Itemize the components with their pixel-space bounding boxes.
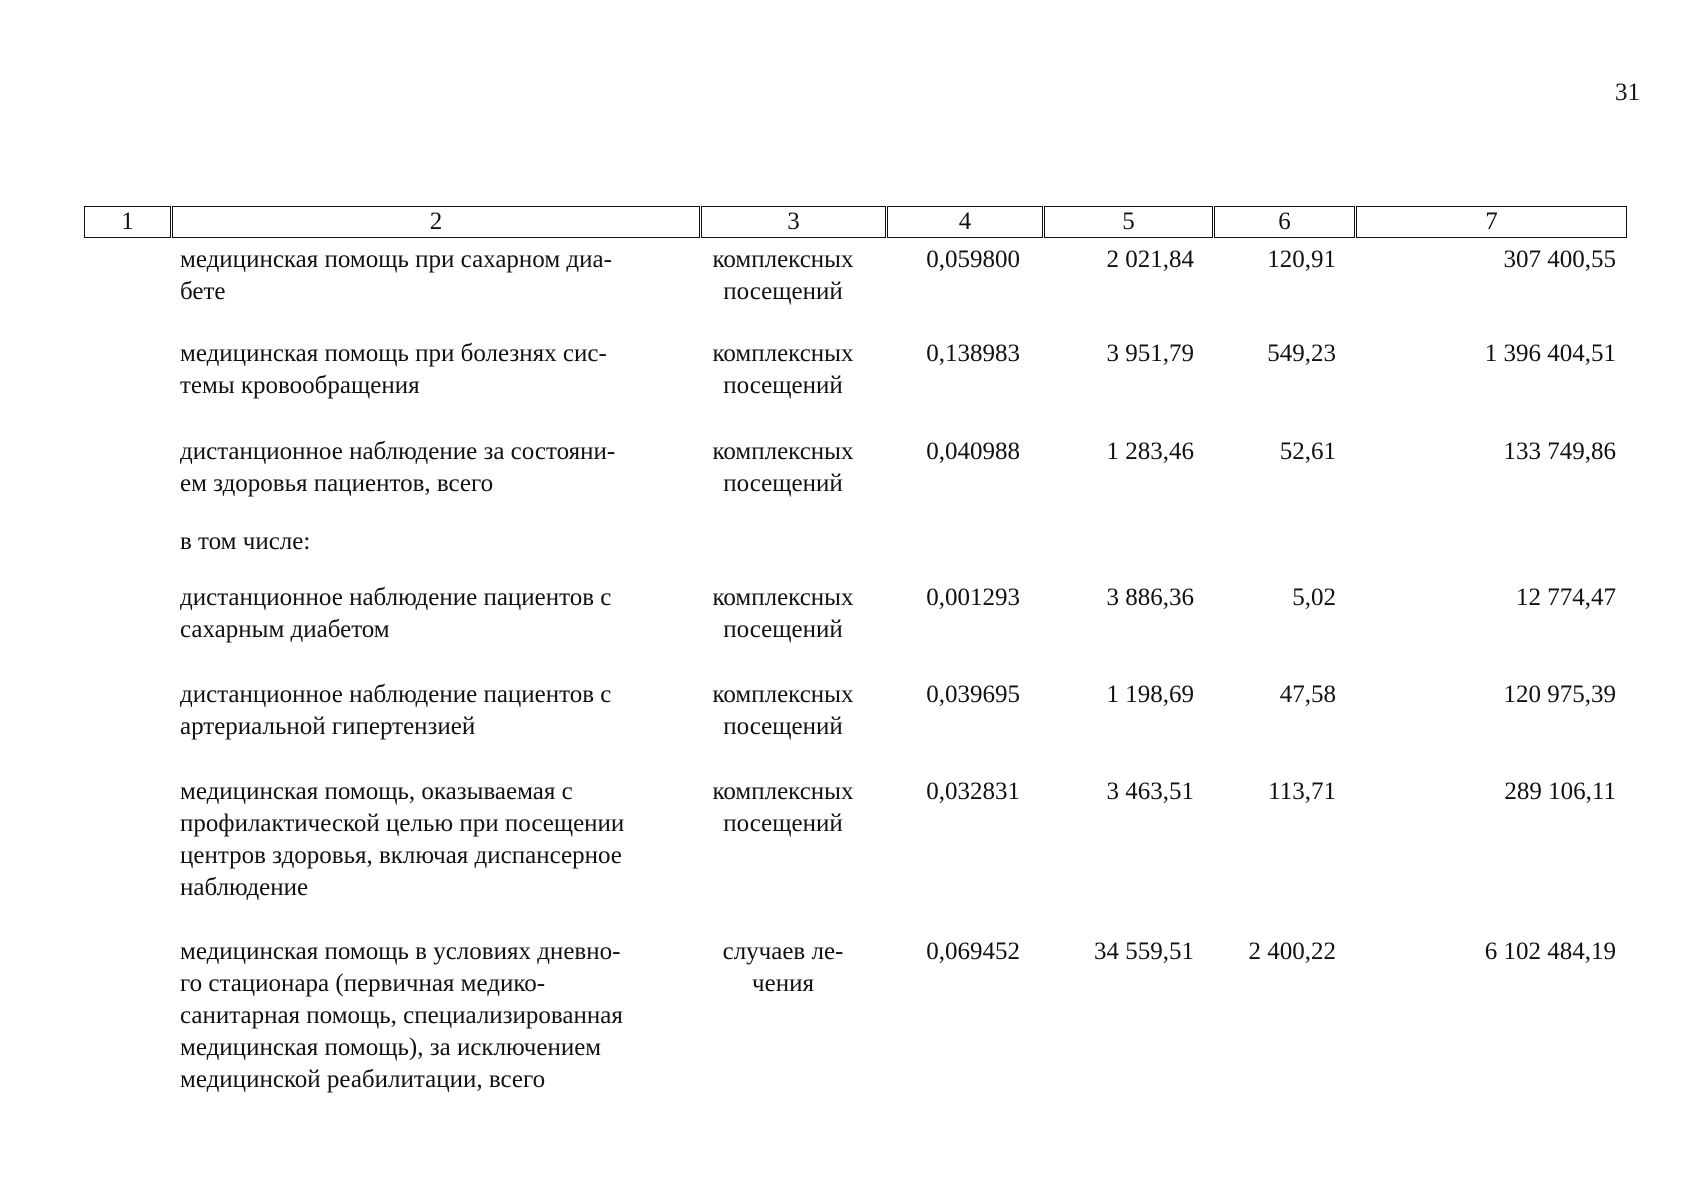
row-value-col7: 12 774,47	[1516, 584, 1616, 611]
page-number: 31	[1615, 79, 1640, 106]
row-value-col4: 0,032831	[926, 778, 1020, 805]
row-value-col4: 0,040988	[926, 438, 1020, 465]
row-unit: комплексных посещений	[712, 778, 854, 837]
row-value-col5: 3 886,36	[1106, 584, 1194, 611]
row-value-col5: 2 021,84	[1106, 246, 1194, 273]
column-header-4: 4	[888, 207, 1043, 238]
row-unit: случаев ле- чения	[722, 938, 844, 997]
row-description: дистанционное наблюдение за состояни- ем здоровья пациентов, всего	[180, 438, 616, 497]
row-value-col6: 2 400,22	[1248, 938, 1336, 965]
row-value-col7: 120 975,39	[1503, 681, 1616, 708]
row-description: медицинская помощь, оказываемая с профилактической целью при посещении центров здоровья, включая диспансерное наблюдение	[180, 778, 625, 901]
row-value-col6: 549,23	[1267, 340, 1336, 367]
row-description: медицинская помощь при болезнях сис- темы кровообращения	[180, 340, 607, 399]
row-value-col6: 113,71	[1268, 778, 1336, 805]
row-value-col7: 6 102 484,19	[1484, 938, 1616, 965]
row-value-col4: 0,138983	[926, 340, 1020, 367]
column-header-5: 5	[1045, 207, 1213, 238]
row-description: дистанционное наблюдение пациентов с артериальной гипертензией	[180, 681, 612, 740]
row-value-col5: 1 283,46	[1106, 438, 1194, 465]
row-description: дистанционное наблюдение пациентов с сахарным диабетом	[180, 584, 612, 643]
column-header-2: 2	[173, 207, 700, 238]
row-description: медицинская помощь в условиях дневно- го стационара (первичная медико- санитарная помощь, специализированная медицинская помощь), за исключением медицинской реабилитации, всего	[180, 938, 623, 1093]
column-header-6: 6	[1215, 207, 1355, 238]
row-value-col7: 1 396 404,51	[1484, 340, 1616, 367]
row-value-col6: 120,91	[1267, 246, 1336, 273]
row-value-col5: 34 559,51	[1094, 938, 1194, 965]
row-unit: комплексных посещений	[712, 438, 854, 497]
row-value-col5: 1 198,69	[1106, 681, 1194, 708]
row-value-col7: 289 106,11	[1504, 778, 1616, 805]
row-unit: комплексных посещений	[712, 246, 854, 305]
row-value-col4: 0,001293	[926, 584, 1020, 611]
row-unit: комплексных посещений	[712, 584, 854, 643]
row-description: медицинская помощь при сахарном диа- бете	[180, 246, 612, 305]
row-value-col4: 0,069452	[926, 938, 1020, 965]
row-value-col4: 0,039695	[926, 681, 1020, 708]
row-value-col6: 52,61	[1279, 438, 1336, 465]
row-unit: комплексных посещений	[712, 340, 854, 399]
row-value-col6: 47,58	[1279, 681, 1336, 708]
column-header-row	[84, 206, 1627, 238]
row-unit: комплексных посещений	[712, 681, 854, 740]
column-header-1: 1	[85, 207, 171, 238]
row-value-col6: 5,02	[1292, 584, 1336, 611]
row-value-col5: 3 463,51	[1106, 778, 1194, 805]
column-header-7: 7	[1357, 207, 1627, 238]
row-value-col7: 307 400,55	[1503, 246, 1616, 273]
row-value-col7: 133 749,86	[1503, 438, 1616, 465]
row-value-col4: 0,059800	[926, 246, 1020, 273]
row-subheading: в том числе:	[180, 528, 311, 555]
row-value-col5: 3 951,79	[1106, 340, 1194, 367]
column-header-3: 3	[702, 207, 886, 238]
